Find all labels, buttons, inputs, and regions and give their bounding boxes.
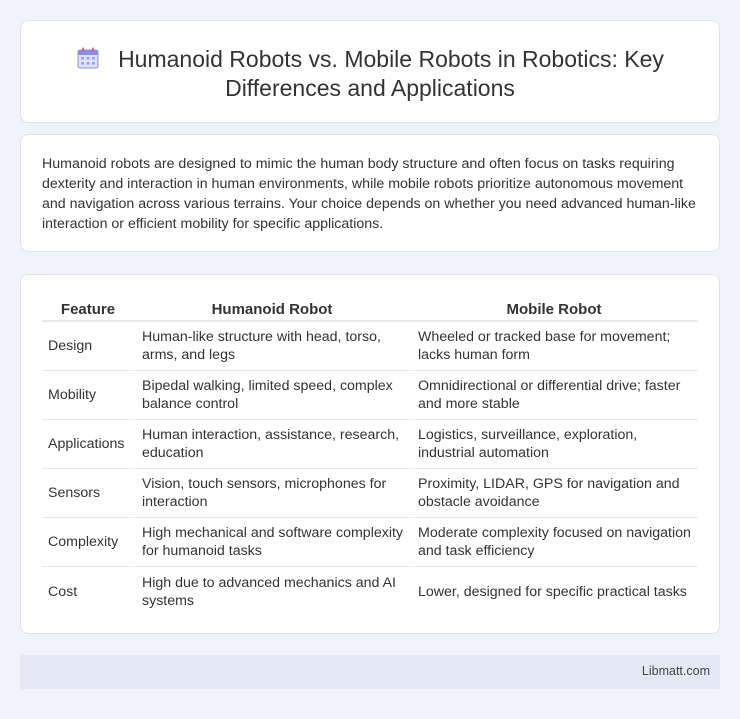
comparison-table <box>42 296 698 616</box>
cell-humanoid: High due to advanced mechanics and AI systems <box>134 567 410 616</box>
cell-feature: Cost <box>48 583 78 600</box>
table-row <box>42 567 698 616</box>
cell-feature: Mobility <box>42 371 134 420</box>
intro-card <box>20 134 720 252</box>
footer-bar <box>20 655 720 689</box>
cell-mobile: Proximity, LIDAR, GPS for navigation and obstacle avoidance <box>410 469 698 518</box>
table-row <box>42 322 698 371</box>
calendar-icon <box>76 46 100 70</box>
cell-feature: Complexity <box>42 518 134 567</box>
cell-humanoid: Human-like structure with head, torso, arms, and legs <box>134 322 410 371</box>
cell-mobile: Moderate complexity focused on navigation and task efficiency <box>410 518 698 567</box>
intro-paragraph: Humanoid robots are designed to mimic the human body structure and often focus on tasks requiring dexterity and interaction in human environments, while mobile robots prioritize autonomous movement and navigation across various terrains. Your choice depends on whether you need advanced human-like interaction or efficient mobility for specific applications. <box>42 156 696 232</box>
comparison-card <box>20 274 720 634</box>
cell-humanoid: Bipedal walking, limited speed, complex balance control <box>134 371 410 420</box>
title-card <box>20 20 720 123</box>
page-title-wrap <box>21 45 719 103</box>
table-header-row <box>42 296 698 322</box>
table-row <box>42 420 698 469</box>
cell-mobile: Omnidirectional or differential drive; faster and more stable <box>410 371 698 420</box>
cell-mobile: Logistics, surveillance, exploration, industrial automation <box>410 420 698 469</box>
footer-brand-link[interactable]: Libmatt.com <box>641 664 710 678</box>
cell-mobile: Wheeled or tracked base for movement; lacks human form <box>410 322 698 371</box>
cell-humanoid: Human interaction, assistance, research, education <box>134 420 410 469</box>
cell-humanoid: Vision, touch sensors, microphones for interaction <box>134 469 410 518</box>
table-row <box>42 518 698 567</box>
cell-mobile: Lower, designed for specific practical tasks <box>410 567 698 616</box>
page-title: Humanoid Robots vs. Mobile Robots in Robotics: Key Differences and Applications <box>118 46 664 101</box>
cell-humanoid: High mechanical and software complexity for humanoid tasks <box>134 518 410 567</box>
table-row <box>42 469 698 518</box>
cell-feature: Applications <box>42 420 134 469</box>
header-mobile: Mobile Robot <box>410 296 698 322</box>
cell-feature: Sensors <box>42 469 134 518</box>
header-humanoid: Humanoid Robot <box>134 296 410 322</box>
cell-feature: Design <box>42 322 134 371</box>
table-row <box>42 371 698 420</box>
header-feature: Feature <box>42 296 134 322</box>
